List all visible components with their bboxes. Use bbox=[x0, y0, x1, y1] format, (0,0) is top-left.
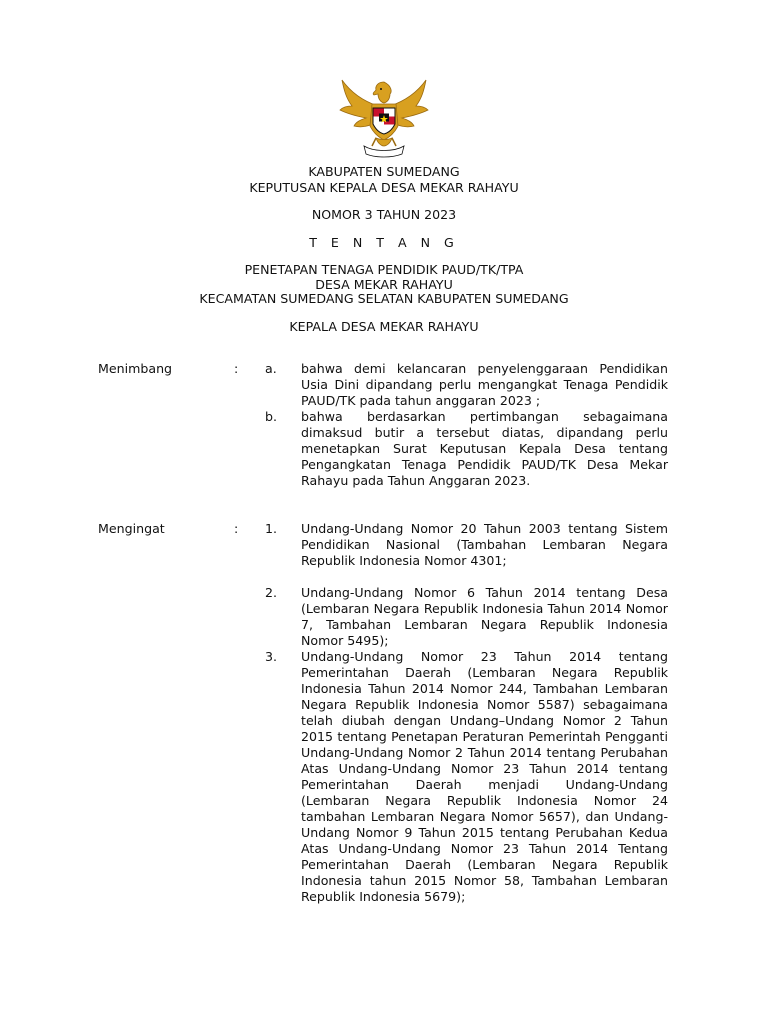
garuda-pancasila-emblem bbox=[338, 76, 430, 158]
item-text: bahwa berdasarkan pertimbangan sebagaimana dimaksud butir a tersebut diatas, dipandang perlu menetapkan Surat Keputusan Kepala Desa tentang Pengangkatan Tenaga Pendidik PAUD/TK Desa Mekar Rahayu pada Tahun Anggaran 2023. bbox=[301, 409, 668, 488]
menimbang-section bbox=[98, 361, 678, 489]
regency-name: KABUPATEN SUMEDANG bbox=[308, 164, 460, 179]
item-marker: b. bbox=[265, 409, 277, 424]
item-marker: 1. bbox=[265, 521, 278, 536]
item-marker: 2. bbox=[265, 585, 278, 600]
item-marker: 3. bbox=[265, 649, 278, 664]
menimbang-label: Menimbang bbox=[98, 361, 173, 376]
mengingat-label: Mengingat bbox=[98, 521, 165, 536]
item-text: Undang-Undang Nomor 23 Tahun 2014 tentang Pemerintahan Daerah (Lembaran Negara Republik Indonesia Tahun 2014 Nomor 244, Tambahan Lembaran Negara Republik Indonesia Nomor 5587) sebagaimana telah diubah dengan Undang–Undang Nomor 2 Tahun 2015 tentang Penetapan Peraturan Pemerintah Pengganti Undang-Undang Nomor 2 Tahun 2014 tentang Perubahan Atas Undang-Undang Nomor 23 Tahun 2014 tentang Pemerintahan Daerah menjadi Undang-Undang (Lembaran Negara Republik Indonesia Nomor 24 tambahan Lembaran Negara Nomor 5657), dan Undang-Undang Nomor 9 Tahun 2015 tentang Perubahan Kedua Atas Undang-Undang Nomor 23 Tahun 2014 Tentang Pemerintahan Daerah (Lembaran Negara Republik Indonesia tahun 2015 Nomor 58, Tambahan Lembaran Republik Indonesia 5679); bbox=[301, 649, 668, 904]
subject-line-3: KECAMATAN SUMEDANG SELATAN KABUPATEN SUMEDANG bbox=[199, 291, 569, 306]
item-text: Undang-Undang Nomor 20 Tahun 2003 tentang Sistem Pendidikan Nasional (Tambahan Lembaran Negara Republik Indonesia Nomor 4301; bbox=[301, 521, 668, 568]
mengingat-section bbox=[98, 521, 678, 905]
item-text: bahwa demi kelancaran penyelenggaraan Pendidikan Usia Dini dipandang perlu mengangkat Tenaga Pendidik PAUD/TK pada tahun anggaran 2023 ; bbox=[301, 361, 668, 408]
menimbang-colon: : bbox=[234, 361, 239, 376]
item-marker: a. bbox=[265, 361, 277, 376]
item-text: Undang-Undang Nomor 6 Tahun 2014 tentang Desa (Lembaran Negara Republik Indonesia Tahun 2014 Nomor 7, Tambahan Lembaran Negara Republik Indonesia Nomor 5495); bbox=[301, 585, 668, 648]
decree-title: KEPUTUSAN KEPALA DESA MEKAR RAHAYU bbox=[249, 180, 519, 195]
subject-line-1: PENETAPAN TENAGA PENDIDIK PAUD/TK/TPA bbox=[244, 262, 524, 277]
mengingat-item bbox=[98, 521, 678, 569]
subject-line-2: DESA MEKAR RAHAYU bbox=[315, 277, 453, 292]
mengingat-item bbox=[98, 649, 678, 905]
mengingat-colon: : bbox=[234, 521, 239, 536]
about-heading: T E N T A N G bbox=[309, 235, 459, 250]
decree-number: NOMOR 3 TAHUN 2023 bbox=[311, 207, 457, 222]
menimbang-item bbox=[98, 409, 678, 489]
mengingat-item bbox=[98, 585, 678, 649]
menimbang-item bbox=[98, 361, 678, 409]
authority-heading: KEPALA DESA MEKAR RAHAYU bbox=[289, 319, 479, 334]
